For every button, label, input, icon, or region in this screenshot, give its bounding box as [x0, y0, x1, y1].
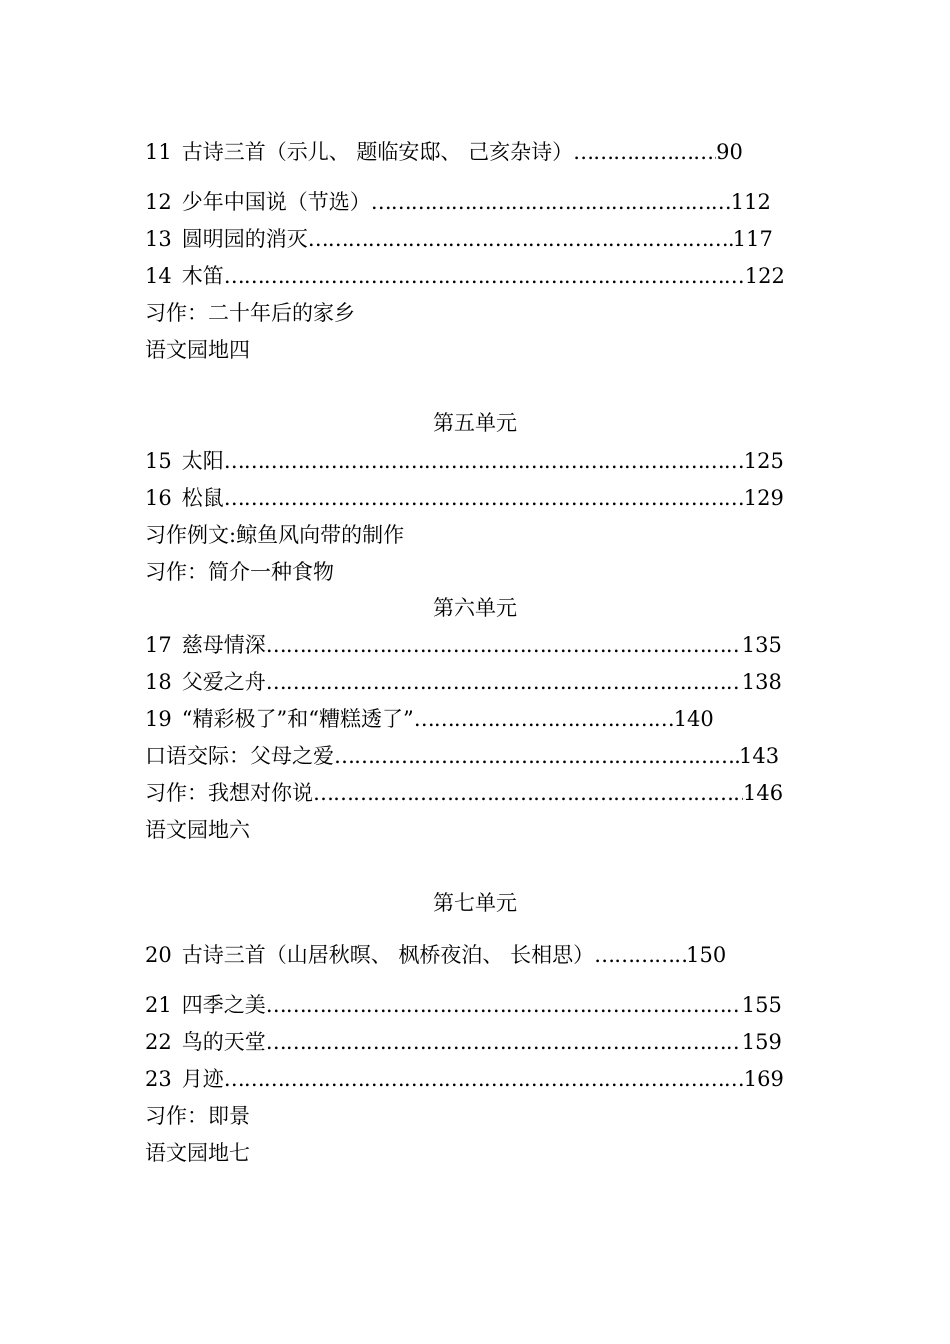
- entry-title: 古诗三首（山居秋暝、 枫桥夜泊、 长相思）: [181, 943, 595, 967]
- toc-entry-21: [145, 990, 782, 1020]
- toc-entry-language-garden: 语文园地六: [145, 818, 250, 842]
- entry-title: 少年中国说（节选）: [181, 190, 371, 214]
- toc-entry-11: [145, 137, 743, 167]
- toc-entry-15: [145, 446, 784, 476]
- toc-entry-14: [145, 261, 785, 291]
- entry-title: 古诗三首（示儿、 题临安邸、 己亥杂诗）: [181, 140, 574, 164]
- unit-heading: 第七单元: [433, 891, 517, 915]
- entry-page: 129: [743, 486, 784, 510]
- toc-entry-23: [145, 1064, 784, 1094]
- toc-entry-language-garden: 语文园地四: [145, 338, 250, 362]
- toc-entry-language-garden: 语文园地七: [145, 1141, 250, 1165]
- entry-page: 150: [686, 943, 727, 967]
- entry-number: 14: [145, 264, 172, 288]
- entry-number: 21: [145, 993, 172, 1017]
- dot-leader: [313, 778, 743, 808]
- toc-entry-writing: 习作：简介一种食物: [145, 560, 334, 584]
- toc-entry-writing: 习作：二十年后的家乡: [145, 301, 355, 325]
- entry-page: 155: [741, 993, 782, 1017]
- toc-entry-19: [145, 704, 714, 734]
- entry-title: 太阳: [181, 449, 224, 473]
- dot-leader: [266, 667, 742, 697]
- entry-number: 19: [145, 707, 172, 731]
- entry-number: 11: [145, 140, 172, 164]
- toc-entry-oral-communication: [145, 741, 779, 771]
- toc-entry-17: [145, 630, 782, 660]
- toc-entry-13: [145, 224, 773, 254]
- toc-entry-writing: [145, 778, 783, 808]
- entry-page: 112: [730, 190, 771, 214]
- toc-entry-20: [145, 940, 726, 970]
- entry-page: 122: [744, 264, 785, 288]
- entry-title: 口语交际：父母之爱: [145, 744, 334, 768]
- entry-number: 15: [145, 449, 172, 473]
- entry-number: 16: [145, 486, 172, 510]
- dot-leader: [308, 224, 733, 254]
- entry-page: 159: [741, 1030, 782, 1054]
- entry-page: 143: [739, 744, 780, 768]
- toc-entry-22: [145, 1027, 782, 1057]
- entry-page: 138: [741, 670, 782, 694]
- entry-number: 12: [145, 190, 172, 214]
- entry-title: 鸟的天堂: [181, 1030, 266, 1054]
- entry-page: 125: [743, 449, 784, 473]
- entry-page: 169: [743, 1067, 784, 1091]
- entry-number: 23: [145, 1067, 172, 1091]
- dot-leader: [594, 940, 686, 970]
- entry-number: 17: [145, 633, 172, 657]
- entry-page: 146: [743, 781, 784, 805]
- dot-leader: [224, 483, 744, 513]
- entry-page: 117: [732, 227, 773, 251]
- entry-title: 松鼠: [181, 486, 224, 510]
- entry-title: 圆明园的消灭: [181, 227, 308, 251]
- toc-entry-example-essay: 习作例文:鲸鱼风向带的制作: [145, 523, 405, 547]
- dot-leader: [334, 741, 739, 771]
- entry-page: 135: [741, 633, 782, 657]
- dot-leader: [414, 704, 674, 734]
- dot-leader: [224, 261, 745, 291]
- toc-entry-18: [145, 667, 782, 697]
- entry-title: 慈母情深: [181, 633, 266, 657]
- entry-title: 四季之美: [181, 993, 266, 1017]
- entry-number: 22: [145, 1030, 172, 1054]
- dot-leader: [573, 137, 716, 167]
- unit-heading: 第五单元: [433, 411, 517, 435]
- dot-leader: [224, 446, 744, 476]
- dot-leader: [224, 1064, 744, 1094]
- toc-entry-writing: 习作：即景: [145, 1104, 250, 1128]
- dot-leader: [371, 187, 731, 217]
- dot-leader: [266, 1027, 742, 1057]
- entry-title: 父爱之舟: [181, 670, 266, 694]
- entry-title: 习作：我想对你说: [145, 781, 313, 805]
- entry-title: 木笛: [181, 264, 224, 288]
- entry-page: 90: [716, 140, 743, 164]
- entry-number: 13: [145, 227, 172, 251]
- unit-heading: 第六单元: [433, 596, 517, 620]
- toc-entry-16: [145, 483, 784, 513]
- dot-leader: [266, 630, 742, 660]
- entry-title: 月迹: [181, 1067, 224, 1091]
- entry-number: 18: [145, 670, 172, 694]
- entry-number: 20: [145, 943, 172, 967]
- entry-title: “精彩极了”和“糟糕透了”: [181, 707, 414, 731]
- toc-entry-12: [145, 187, 771, 217]
- dot-leader: [266, 990, 742, 1020]
- entry-page: 140: [673, 707, 714, 731]
